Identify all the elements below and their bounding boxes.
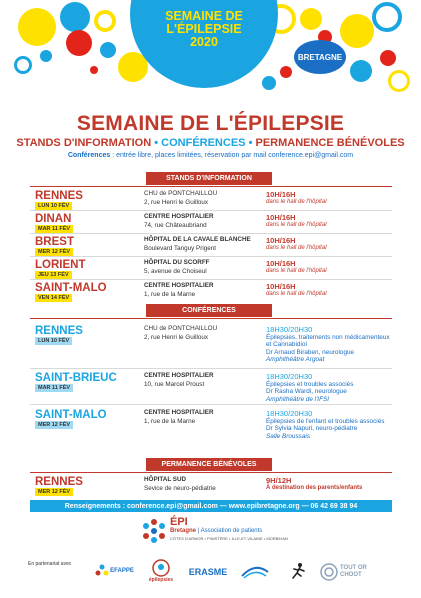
address: 1, rue de la Marne: [144, 291, 196, 298]
location-note: dans le hall de l'hôpital: [266, 199, 327, 205]
address: 2, rue Henri le Guilloux: [144, 334, 209, 341]
address: 2, rue Henri le Guilloux: [144, 199, 209, 206]
address: Boulevard Tanguy Prigent: [144, 245, 216, 252]
speaker: Dr Rasha Wardi, neurologue: [266, 388, 347, 396]
decor-circle: [280, 66, 292, 78]
venue: CENTRE HOSPITALIER: [144, 409, 214, 416]
city: SAINT-MALO: [35, 282, 107, 294]
audience: À destination des parents/enfants: [266, 485, 363, 491]
venue: HÔPITAL DU SCORFF: [144, 259, 210, 266]
address: 10, rue Marcel Proust: [144, 381, 205, 388]
address: 1, rue de la Marne: [144, 418, 196, 425]
city: DINAN: [35, 213, 72, 225]
topic: Épilepsies et troubles associés: [266, 381, 354, 388]
decor-circle: [300, 8, 322, 30]
conference-details: [266, 381, 396, 403]
partner-logo-tout-or-choot: TOUT OR CHOOT: [318, 560, 378, 584]
location-note: dans le hall de l'hôpital: [266, 291, 327, 297]
city: RENNES: [35, 476, 83, 488]
location-note: dans le hall de l'hôpital: [266, 268, 327, 274]
section-header-permanence: PERMANENCE BÉNÉVOLES: [146, 458, 272, 471]
venue: CENTRE HOSPITALIER: [144, 282, 214, 289]
date-badge: LUN 10 FÉV: [35, 202, 72, 210]
venue: HÔPITAL DE LA CAVALE BLANCHE: [144, 236, 251, 243]
epi-regions: CÔTES D'ARMOR • FINISTÈRE • ILLE-ET-VILAINE • MORBIHAN: [170, 536, 288, 541]
partner-logo-erasme: ERASME: [188, 567, 228, 577]
address: 74, rue Châteaubriand: [144, 222, 207, 229]
location-note: dans le hall de l'hôpital: [266, 245, 327, 251]
divider: [30, 472, 392, 473]
section-header-stands: STANDS D'INFORMATION: [146, 172, 272, 185]
date-badge: MER 12 FÉV: [35, 421, 73, 429]
page-subtitle: STANDS D'INFORMATION • CONFÉRENCES • PERMANENCE BÉNÉVOLES: [16, 137, 405, 149]
room: Amphithéâtre Argoat: [266, 356, 325, 364]
speaker: Dr Sylvia Napuri, neuro-pédiatre: [266, 425, 358, 433]
decor-circle: [40, 50, 52, 62]
city: SAINT-BRIEUC: [35, 372, 117, 384]
date-badge: MER 12 FÉV: [35, 248, 73, 256]
divider: [30, 404, 392, 405]
city: RENNES: [35, 325, 83, 337]
divider: [30, 256, 392, 257]
swoosh-logo-icon: [240, 564, 270, 580]
date-badge: LUN 10 FÉV: [35, 337, 72, 345]
decor-circle: [100, 42, 116, 58]
epi-subtitle: Bretagne | Association de patients: [170, 528, 263, 534]
date-badge: JEU 13 FÉV: [35, 271, 72, 279]
city: LORIENT: [35, 259, 86, 271]
time: 18H30/20H30: [266, 372, 313, 381]
date-badge: MAR 11 FÉV: [35, 384, 73, 392]
venue: CENTRE HOSPITALIER: [144, 372, 214, 379]
region-badge: BRETAGNE: [294, 40, 346, 74]
location-note: dans le hall de l'hôpital: [266, 222, 327, 228]
divider: [30, 186, 392, 187]
venue: CENTRE HOSPITALIER: [144, 213, 214, 220]
decor-circle: [66, 30, 92, 56]
section-header-conferences: CONFÉRENCES: [146, 304, 272, 317]
venue: HÔPITAL SUD: [144, 476, 187, 483]
time: 18H30/20H30: [266, 325, 313, 334]
conference-details: [266, 418, 396, 440]
partners-label: En partenariat avec: [28, 561, 72, 567]
city: SAINT-MALO: [35, 409, 107, 421]
epi-logo-icon: [140, 517, 168, 545]
topic: Épilepsies, traitements non médicamenteux et Cannabidiol: [266, 334, 390, 349]
time: 10H/16H: [266, 259, 296, 268]
conference-details: [266, 334, 396, 364]
decor-ring: [388, 70, 410, 92]
decor-circle: [90, 66, 98, 74]
city: BREST: [35, 236, 74, 248]
date-badge: MER 12 FÉV: [35, 488, 73, 496]
city: RENNES: [35, 190, 83, 202]
time: 10H/16H: [266, 213, 296, 222]
efappe-icon: [94, 563, 110, 579]
decor-circle: [262, 76, 276, 90]
decor-ring: [14, 56, 32, 74]
partner-logo-swoosh: [238, 562, 272, 582]
divider: [30, 279, 392, 280]
partner-logo-runner: [286, 560, 310, 584]
speaker: Dr Arnaud Biraben, neurologue: [266, 348, 355, 356]
runner-icon: [288, 562, 308, 582]
topic: Épilepsies de l'enfant et troubles associés: [266, 418, 385, 425]
event-badge-title: SEMAINE DE L'ÉPILEPSIE 2020: [165, 9, 243, 49]
venue: CHU de PONTCHAILLOU: [144, 325, 218, 332]
venue: CHU de PONTCHAILLOU: [144, 190, 218, 197]
divider: [30, 368, 392, 369]
decor-ring: [94, 10, 116, 32]
divider: [30, 210, 392, 211]
time: 10H/16H: [266, 282, 296, 291]
tout-or-choot-icon: [320, 563, 338, 581]
decor-circle: [18, 8, 56, 46]
time: 9H/12H: [266, 476, 292, 485]
partner-logo-efappe: EFAPPE: [92, 560, 136, 582]
page-title: SEMAINE DE L'ÉPILEPSIE: [76, 112, 345, 135]
decor-circle: [340, 14, 374, 48]
address: 5, avenue de Choiseul: [144, 268, 207, 275]
epi-name: ÉPI: [170, 516, 188, 528]
decor-circle: [380, 50, 396, 66]
decor-circle: [60, 2, 90, 32]
head-profile-icon: [152, 559, 170, 577]
decor-ring: [372, 2, 402, 32]
divider: [30, 318, 392, 319]
time: 10H/16H: [266, 190, 296, 199]
address: Sevice de neuro-pédiatrie: [144, 485, 216, 492]
partner-logo-epilepsies: épilepsies: [146, 556, 176, 586]
time: 10H/16H: [266, 236, 296, 245]
conference-note: Conférences : entrée libre, places limitées, réservation par mail conference.epi@gmail.com: [67, 152, 354, 159]
date-badge: MAR 11 FÉV: [35, 225, 73, 233]
room: Salle Broussais: [266, 432, 311, 440]
time: 18H30/20H30: [266, 409, 313, 418]
divider: [30, 233, 392, 234]
decor-circle: [350, 60, 372, 82]
contact-bar: Renseignements : conference.epi@gmail.com — www.epibretagne.org — 06 42 69 38 94: [30, 500, 392, 512]
date-badge: VEN 14 FÉV: [35, 294, 72, 302]
room: Amphithéâtre de l'IFSI: [266, 395, 330, 403]
